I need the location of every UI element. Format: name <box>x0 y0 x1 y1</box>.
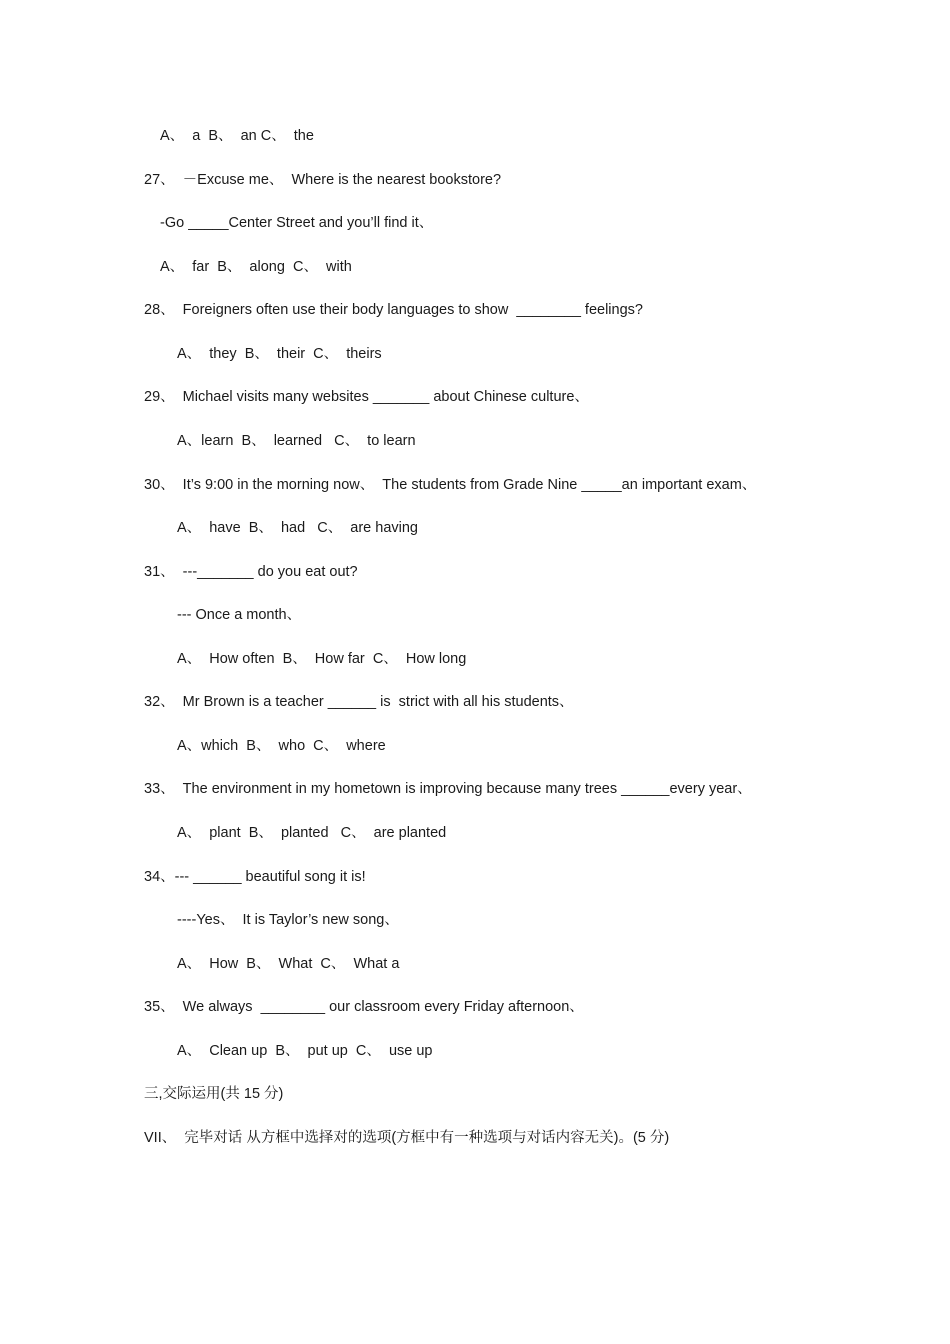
q34-options: A、 How B、 What C、 What a <box>177 956 400 972</box>
q35-options: A、 Clean up B、 put up C、 use up <box>177 1043 433 1059</box>
section-instruction: VII、 完毕对话 从方框中选择对的选项(方框中有一种选项与对话内容无关)。(5 分) <box>144 1130 670 1146</box>
question-29: 29、 Michael visits many websites _______ about Chinese culture、 <box>144 389 589 405</box>
question-33: 33、 The environment in my hometown is improving because many trees ______every year、 <box>144 781 752 797</box>
q26-options: A、 a B、 an C、 the <box>160 128 314 144</box>
question-35: 35、 We always ________ our classroom every Friday afternoon、 <box>144 999 584 1015</box>
q29-options: A、learn B、 learned C、 to learn <box>177 433 416 449</box>
question-34: 34、--- ______ beautiful song it is! <box>144 869 366 885</box>
q32-options: A、which B、 who C、 where <box>177 738 386 754</box>
question-30: 30、 It’s 9:00 in the morning now、 The students from Grade Nine _____an important exam、 <box>144 477 757 493</box>
q31-options: A、 How often B、 How far C、 How long <box>177 651 467 667</box>
question-31: 31、 ---_______ do you eat out? <box>144 564 358 580</box>
section-heading: 三,交际运用(共 15 分) <box>144 1086 284 1102</box>
q27-options: A、 far B、 along C、 with <box>160 259 352 275</box>
q28-options: A、 they B、 their C、 theirs <box>177 346 382 362</box>
q30-options: A、 have B、 had C、 are having <box>177 520 418 536</box>
question-27: 27、 －Excuse me、 Where is the nearest bookstore? <box>144 172 502 188</box>
question-32: 32、 Mr Brown is a teacher ______ is strict with all his students、 <box>144 694 574 710</box>
q33-options: A、 plant B、 planted C、 are planted <box>177 825 447 841</box>
q34-response: ----Yes、 It is Taylor’s new song、 <box>177 912 399 928</box>
q27-response: -Go _____Center Street and you’ll find it、 <box>160 215 434 231</box>
q31-response: --- Once a month、 <box>177 607 302 623</box>
question-28: 28、 Foreigners often use their body languages to show ________ feelings? <box>144 302 643 318</box>
